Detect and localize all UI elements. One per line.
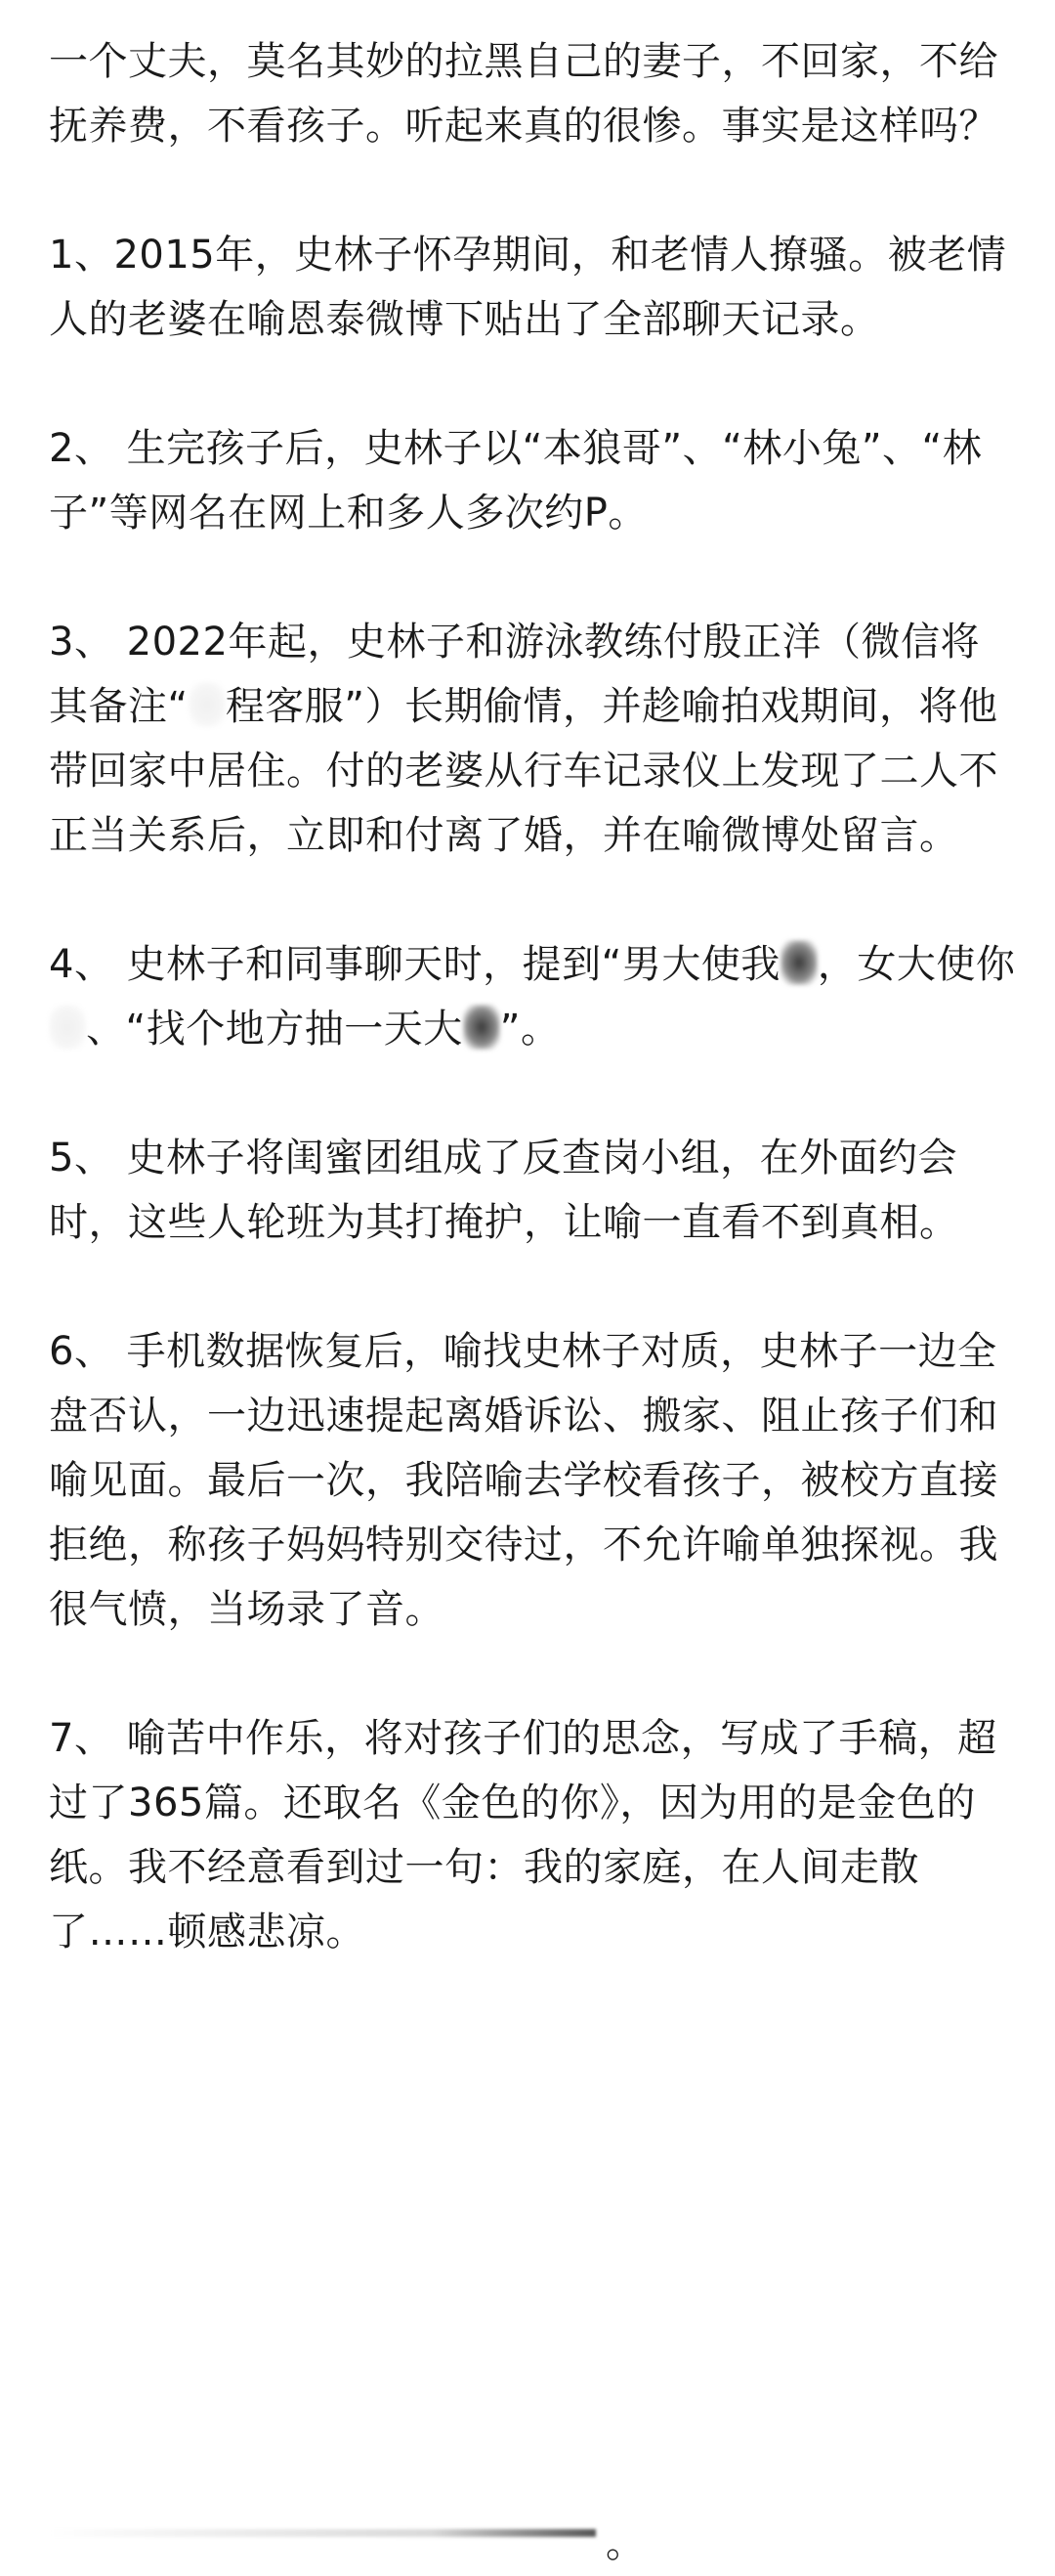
censor-blur bbox=[781, 940, 818, 985]
censor-blur bbox=[189, 682, 226, 727]
truncated-text-fade bbox=[49, 2529, 596, 2537]
point-7-paragraph: 7、 喻苦中作乐，将对孩子们的思念，写成了手稿，超过了365篇。还取名《金色的你》，因为用的是金色的纸。我不经意看到过一句：我的家庭，在人间走散了……顿感悲凉。 bbox=[49, 1716, 997, 1954]
point-4-text-c: 、“找个地方抽一天大 bbox=[86, 1007, 463, 1052]
point-3-paragraph bbox=[49, 610, 1016, 868]
point-4-text-a: 4、 史林子和同事聊天时，提到“男大使我 bbox=[49, 942, 781, 987]
point-5-paragraph: 5、 史林子将闺蜜团组成了反查岗小组，在外面约会时，这些人轮班为其打掩护，让喻一直看不到真相。 bbox=[49, 1136, 959, 1245]
point-4-text-d: ”。 bbox=[499, 1007, 561, 1052]
point-2-paragraph: 2、 生完孩子后，史林子以“本狼哥”、“林小兔”、“林子”等网名在网上和多人多次约P。 bbox=[49, 426, 983, 536]
point-3-text-a: 3、 2022年起，史林子和游泳教练付殷正洋（微信将其备注“ bbox=[49, 620, 980, 729]
point-1-paragraph: 1、2015年，史林子怀孕期间，和老情人撩骚。被老情人的老婆在喻恩泰微博下贴出了全部聊天记录。 bbox=[49, 233, 1007, 342]
point-4-paragraph bbox=[49, 932, 1016, 1061]
point-3-text-b: 程客服”）长期偷情，并趁喻拍戏期间，将他带回家中居住。付的老婆从行车记录仪上发现了二人不正当关系后，立即和付离了婚，并在喻微博处留言。 bbox=[49, 684, 998, 858]
censor-blur bbox=[463, 1005, 500, 1050]
point-6-paragraph: 6、 手机数据恢复后，喻找史林子对质，史林子一边全盘否认，一边迅速提起离婚诉讼、搬家、阻止孩子们和喻见面。最后一次，我陪喻去学校看孩子，被校方直接拒绝，称孩子妈妈特别交待过，不允许喻单独探视。我很气愤，当场录了音。 bbox=[49, 1329, 998, 1632]
intro-paragraph: 一个丈夫，莫名其妙的拉黑自己的妻子，不回家，不给抚养费，不看孩子。听起来真的很惨。事实是这样吗？ bbox=[49, 39, 998, 149]
article-body bbox=[49, 29, 1016, 1964]
censor-blur bbox=[49, 1005, 86, 1050]
point-4-text-b: ，女大使你 bbox=[817, 942, 1016, 987]
trailing-period: 。 bbox=[606, 2521, 645, 2566]
